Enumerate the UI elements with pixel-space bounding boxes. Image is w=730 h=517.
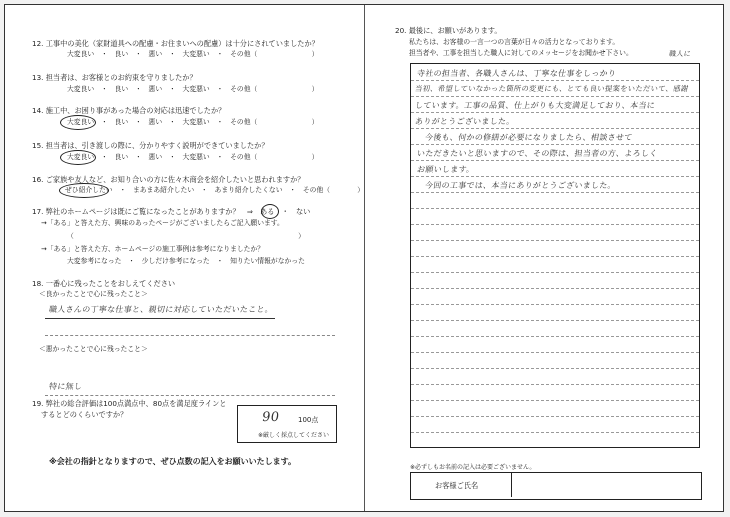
message-line: 当初、希望していなかった箇所の変更にも、とても良い提案をいただいて、感謝 [414,84,690,93]
message-line: 今後も、何かの修繕が必要になりましたら、相談させて [424,133,634,142]
question-13: 13. 担当者は、お客様とのお約束を守りましたか？ [32,73,197,82]
question-12-options: 大変良い ・ 良い ・ 悪い ・ 大変悪い ・ その他（ ） [67,50,319,58]
ruled-line [411,240,699,241]
ruled-line [411,336,699,337]
good-memory-answer: 職人さんの丁寧な仕事と、親切に対応していただいたこと。 [48,305,274,314]
question-16-options: ぜひ紹介したい ・ まあまあ紹介したい ・ あまり紹介したくない ・ その他（ ） [65,186,365,194]
signature-note: ※必ずしもお名前の記入は必要ございません。 [410,464,536,471]
question-14: 14. 施工中、お困り事があった場合の対応は迅速でしたか？ [32,106,226,115]
score-max-label: 100点 [298,416,319,424]
questionnaire-sheet [4,4,724,512]
customer-name-box[interactable] [410,472,702,500]
answer-line [45,335,335,336]
margin-note: 職人に [668,50,692,58]
ruled-line [411,80,699,81]
ruled-line [411,208,699,209]
question-13-options: 大変良い ・ 良い ・ 悪い ・ 大変悪い ・ その他（ ） [67,85,319,93]
bad-memory-answer: 特に無し [48,382,83,391]
question-12: 12. 工事中の美化（家財道具への配慮・お住まいへの配慮）は十分にされていましたか？ [32,39,319,48]
question-18: 18. 一番心に残ったことをおしえてください [32,279,176,288]
question-17-paren: （ ） [67,232,305,240]
question-15-options: 大変良い ・ 良い ・ 悪い ・ 大変悪い ・ その他（ ） [67,153,319,161]
ruled-line [411,352,699,353]
question-17-sub1: →「ある」と答えた方、興味のあったページがございましたらご記入願います。 [41,219,284,227]
ruled-line [411,176,699,177]
question-20-line2: 私たちは、お客様の一言一つの言葉が日々の活力となっております。 [409,38,620,46]
question-17: 17. 弊社のホームページは既にご覧になったことがありますか？ ⇒ ある ・ ない [32,207,311,216]
question-14-options: 大変良い ・ 良い ・ 悪い ・ 大変悪い ・ その他（ ） [67,118,319,126]
answer-circle-q15 [60,150,96,165]
message-line: 今回の工事では、本当にありがとうございました。 [424,181,617,190]
answer-line [45,395,335,396]
ruled-line [411,192,699,193]
question-15: 15. 担当者は、引き渡しの際に、分かりやすく説明ができていましたか？ [32,141,269,150]
ruled-line [411,160,699,161]
page-fold-divider [364,5,365,511]
answer-circle-q16 [59,183,109,198]
bad-memory-label: ＜悪かったことで心に残ったこと＞ [39,345,148,353]
good-memory-label: ＜良かったことで心に残ったこと＞ [39,290,148,298]
ruled-line [411,288,699,289]
score-request-footer: ※会社の指針となりますので、ぜひ点数の記入をお願いいたします。 [49,457,296,466]
answer-circle-q14 [60,115,96,130]
question-20: 20. 最後に、お願いがあります。 [395,26,502,35]
question-17-sub2: →「ある」と答えた方、ホームページの施工事例は参考になりましたか？ [41,245,265,253]
message-line: しています。工事の品質、仕上がりも大変満足しており、本当に [414,101,656,110]
question-16: 16. ご家族や友人など、お知り合いの方に佐々木商会を紹介したいと思われますか？ [32,175,305,184]
ruled-line [411,384,699,385]
ruled-line [411,272,699,273]
message-line: お願いします。 [416,165,476,174]
score-value: 90 [260,410,281,425]
question-19-line1: 19. 弊社の総合評価は100点満点中、80点を満足度ラインと [32,399,227,408]
name-label-cell [411,473,512,497]
message-line: ありがとうございました。 [414,117,516,126]
score-note: ※厳しく採点してください [258,432,330,439]
ruled-line [411,416,699,417]
answer-circle-q17 [261,204,279,219]
ruled-line [411,432,699,433]
ruled-line [411,112,699,113]
ruled-line [411,320,699,321]
score-box [237,405,337,443]
question-19-line2: するとどのくらいですか？ [41,410,128,419]
ruled-line [411,144,699,145]
ruled-line [411,128,699,129]
ruled-line [411,368,699,369]
ruled-line [411,96,699,97]
ruled-line [411,400,699,401]
ruled-line [411,256,699,257]
customer-name-label: お客様ご氏名 [435,481,479,490]
question-17-options: 大変参考になった ・ 少しだけ参考になった ・ 知りたい情報がなかった [67,257,305,265]
message-writing-area[interactable] [410,63,700,448]
question-20-line3: 担当者や、工事を担当した職人に対してのメッセージをお聞かせ下さい。 [409,49,633,57]
answer-underline [45,318,275,319]
ruled-line [411,224,699,225]
message-line: 寺社の担当者、各職人さんは、丁寧な仕事をしっかり [416,69,617,78]
ruled-line [411,304,699,305]
message-line: いただきたいと思いますので、その際は、担当者の方、よろしく [416,149,659,158]
